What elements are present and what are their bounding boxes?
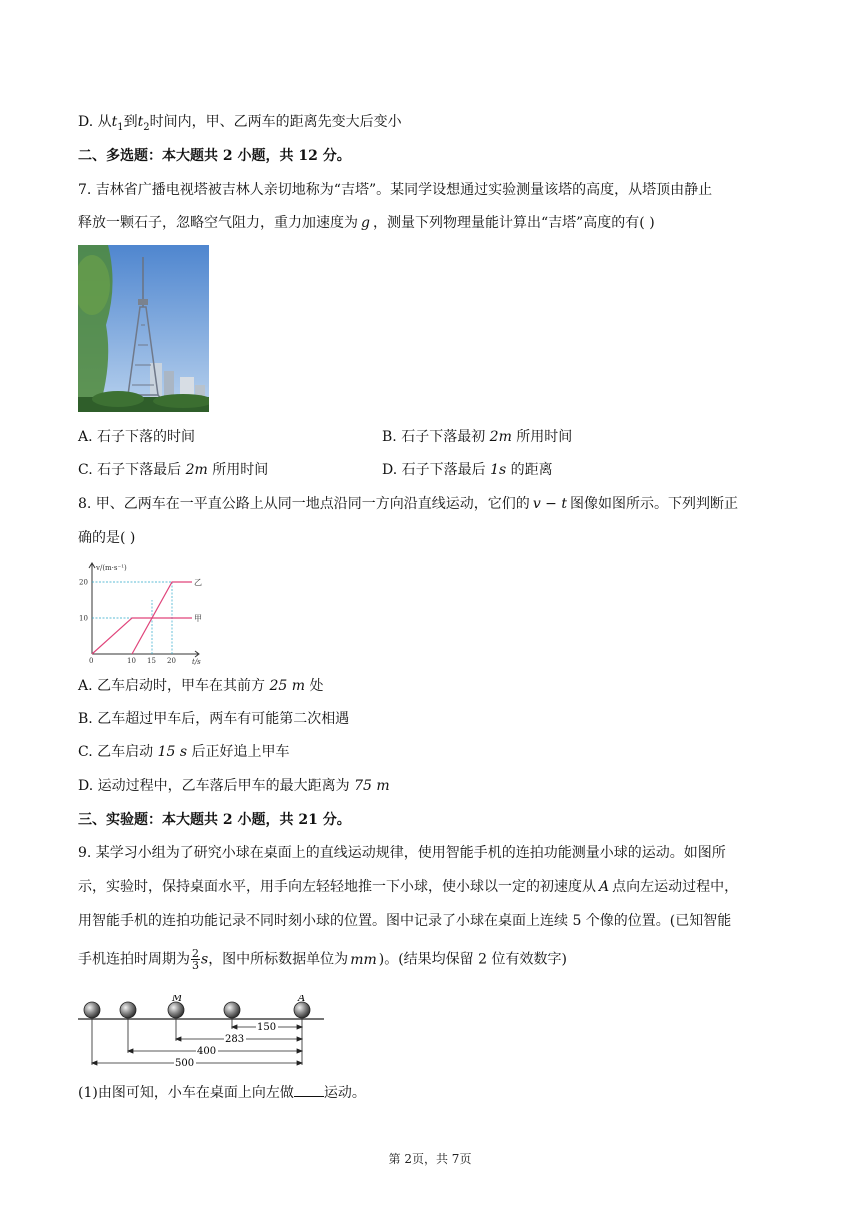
answer-blank[interactable] (294, 1082, 324, 1097)
q9-line-4-c: )。(结果均保留 2 位有效数字) (378, 951, 567, 968)
t1-subscript: 1 (117, 121, 124, 133)
q9-line-4-a: 手机连拍时周期为 (78, 951, 190, 968)
q8-optc-b: 后正好追上甲车 (191, 744, 290, 760)
x-tick-0: 0 (89, 657, 94, 665)
q7-optb-a: B. 石子下落最初 (382, 429, 486, 445)
q8-optc-a: C. 乙车启动 (78, 744, 154, 760)
q7-line-2-a: 释放一颗石子，忽略空气阻力，重力加速度为 (78, 215, 358, 231)
q7-line-2-b: ，测量下列物理量能计算出“吉塔”高度的有( ) (372, 215, 655, 231)
ball-4 (224, 1002, 240, 1018)
q9-line-2-b: 点向左运动过程中， (612, 879, 739, 895)
ball-1 (84, 1002, 100, 1018)
vt-symbol: v − t (532, 496, 567, 512)
q8-line-2: 确的是( ) (78, 530, 136, 546)
x-axis-label: t/s (192, 658, 201, 666)
q7-optc-a: C. 石子下落最后 (78, 462, 182, 478)
q7-optd-b: 的距离 (510, 462, 553, 478)
q6-optd-text-a: D. 从 (78, 114, 112, 130)
vt-axes (89, 563, 199, 657)
q9-line-4-b: ，图中所标数据单位为 (208, 951, 349, 968)
q7-optb-b: 所用时间 (516, 429, 573, 445)
q7-option-b (382, 427, 572, 447)
series-label-1: 甲 (194, 614, 202, 623)
g-symbol: g (361, 215, 370, 231)
q9-sub1-b: 运动。 (323, 1085, 366, 1101)
vt-series (92, 578, 202, 654)
dim-150: 150 (257, 1022, 277, 1033)
fraction-numerator: 2 (192, 947, 199, 960)
q9-line-1: 9. 某学习小组为了研究小球在桌面上的直线运动规律，使用智能手机的连拍功能测量小球的运动。如图所 (78, 845, 726, 861)
y-tick-10: 10 (79, 614, 88, 623)
ball-positions-figure (78, 995, 328, 1067)
ball-a (294, 1002, 310, 1018)
q7-line-1: 7. 吉林省广播电视塔被吉林人亲切地称为“吉塔”。某同学设想通过实验测量该塔的高度，从塔顶由静止 (78, 182, 713, 198)
q8-optd-value: 75 m (354, 778, 390, 794)
point-a-symbol: A (599, 879, 610, 895)
q7-optc-b: 所用时间 (212, 462, 269, 478)
tower-photo (78, 245, 209, 412)
q8-line-1 (78, 494, 738, 514)
x-tick-10: 10 (127, 657, 136, 665)
q8-line-1-b: 图像如图所示。下列判断正 (569, 496, 738, 512)
q9-line-3: 用智能手机的连拍功能记录不同时刻小球的位置。图中记录了小球在桌面上连续 5 个像的位置。(已知智能 (78, 913, 732, 929)
q9-line-2 (78, 877, 738, 897)
page-footer: 第 2页，共 7页 (388, 1152, 472, 1166)
section-3-heading: 三、实验题：本大题共 2 小题，共 21 分。 (78, 812, 351, 828)
series-label-2: 乙 (194, 578, 202, 587)
ball-2 (120, 1002, 136, 1018)
q8-opta-b: 处 (309, 678, 324, 694)
x-tick-15: 15 (147, 657, 156, 665)
q7-option-a: A. 石子下落的时间 (78, 429, 196, 445)
q7-optb-value: 2m (489, 429, 512, 445)
dim-400: 400 (197, 1046, 217, 1057)
seconds-unit: s (201, 951, 209, 968)
q6-optd-text-b: 到 (123, 114, 138, 130)
q7-optd-value: 1s (490, 462, 507, 478)
q7-option-d (382, 460, 553, 480)
q8-optd-a: D. 运动过程中，乙车落后甲车的最大距离为 (78, 778, 350, 794)
q9-line-4 (78, 948, 567, 971)
q8-option-b: B. 乙车超过甲车后，两车有可能第二次相遇 (78, 711, 350, 727)
y-axis-label: v/(m·s⁻¹) (96, 564, 127, 572)
period-fraction (191, 948, 200, 971)
q9-sub1-a: (1)由图可知，小车在桌面上向左做 (78, 1085, 294, 1101)
q8-opta-value: 25 m (269, 678, 306, 694)
t2-subscript: 2 (143, 121, 150, 133)
mm-unit: mm (350, 951, 377, 968)
q6-optd-text-c: 时间内，甲、乙两车的距离先变大后变小 (149, 114, 402, 130)
dim-283: 283 (225, 1034, 245, 1045)
q8-option-a (78, 676, 323, 696)
section-2-heading: 二、多选题：本大题共 2 小题，共 12 分。 (78, 148, 351, 164)
q7-optc-value: 2m (185, 462, 208, 478)
label-m: M (172, 995, 183, 1004)
q8-opta-a: A. 乙车启动时，甲车在其前方 (78, 678, 266, 694)
q8-option-c (78, 742, 289, 762)
q8-line-1-a: 8. 甲、乙两车在一平直公路上从同一地点沿同一方向沿直线运动，它们的 (78, 496, 530, 512)
q9-sub-question-1 (78, 1082, 366, 1103)
ball-m (168, 1002, 184, 1018)
q7-option-c (78, 460, 268, 480)
vt-chart (78, 560, 208, 666)
t1-symbol: t (111, 114, 118, 130)
q9-line-2-a: 示，实验时，保持桌面水平，用手向左轻轻地推一下小球，使小球以一定的初速度从 (78, 879, 596, 895)
x-tick-20: 20 (167, 657, 176, 665)
q8-option-d (78, 776, 390, 796)
q7-line-2 (78, 213, 655, 233)
fraction-denominator: 3 (192, 959, 199, 972)
y-tick-20: 20 (79, 578, 88, 587)
q8-optc-value: 15 s (157, 744, 188, 760)
q7-optd-a: D. 石子下落最后 (382, 462, 486, 478)
dim-500: 500 (175, 1058, 195, 1067)
q6-option-d (78, 112, 402, 138)
label-a: A (298, 995, 306, 1004)
t2-symbol: t (137, 114, 144, 130)
